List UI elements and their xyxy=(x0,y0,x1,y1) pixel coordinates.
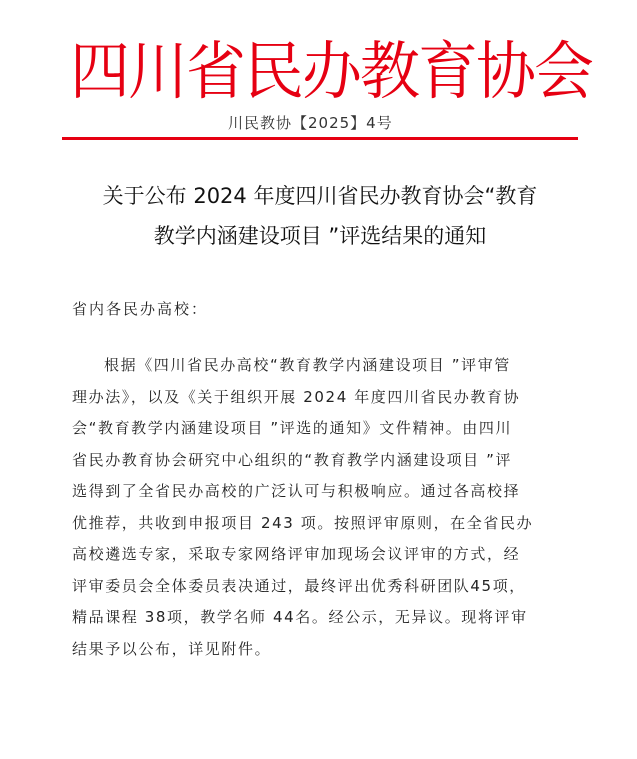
body-line: 评审委员会全体委员表决通过，最终评出优秀科研团队45项， xyxy=(72,576,526,595)
red-divider-line xyxy=(62,137,578,140)
body-line: 根据《四川省民办高校“教育教学内涵建设项目 ”评审管 xyxy=(104,356,511,374)
body-line: 精品课程 38项，教学名师 44名。经公示，无异议。现将评审 xyxy=(72,608,528,626)
body-line: 会“教育教学内涵建设项目 ”评选的通知》文件精神。由四川 xyxy=(72,419,513,437)
title-line-1: 关于公布 2024 年度四川省民办教育协会“教育 xyxy=(102,184,538,208)
body-line: 理办法》，以及《关于组织开展 2024 年度四川省民办教育协 xyxy=(72,387,521,406)
body-line: 优推荐，共收到申报项目 243 项。按照评审原则，在全省民办 xyxy=(72,513,534,532)
body-line: 高校遴选专家，采取专家网络评审加现场会议评审的方式，经 xyxy=(72,545,521,563)
body-paragraph xyxy=(72,350,572,665)
body-line: 选得到了全省民办高校的广泛认可与积极响应。通过各高校择 xyxy=(72,482,521,500)
document-title xyxy=(60,176,580,256)
body-line: 省民办教育协会研究中心组织的“教育教学内涵建设项目 ”评 xyxy=(72,450,513,469)
salutation: 省内各民办高校： xyxy=(72,300,209,318)
organization-masthead: 四川省民办教育协会 xyxy=(70,35,592,109)
title-line-2: 教学内涵建设项目 ”评选结果的通知 xyxy=(153,224,487,248)
body-line: 结果予以公布，详见附件。 xyxy=(72,639,272,658)
document-number: 川民教协【2025】4号 xyxy=(228,114,393,132)
